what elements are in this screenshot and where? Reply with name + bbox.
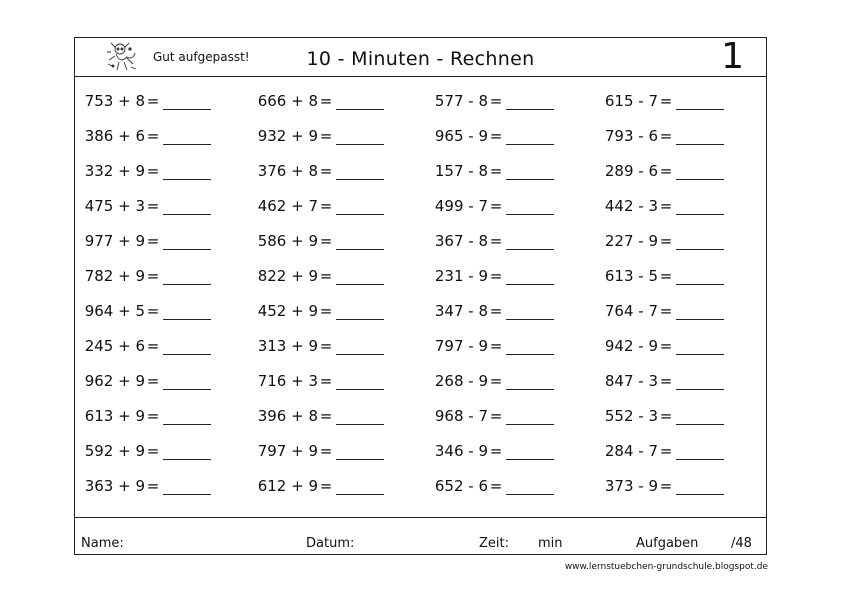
task-expression: 499 - 7 bbox=[434, 197, 488, 215]
task-expression: 613 + 9 bbox=[84, 407, 145, 425]
tasks-label: Aufgaben bbox=[636, 536, 699, 551]
sheet-number: 1 bbox=[721, 36, 744, 77]
equals-sign: = bbox=[146, 477, 160, 495]
answer-blank[interactable] bbox=[506, 269, 554, 285]
answer-blank[interactable] bbox=[336, 374, 384, 390]
task-item bbox=[75, 127, 211, 145]
answer-blank[interactable] bbox=[336, 304, 384, 320]
task-expression: 666 + 8 bbox=[257, 92, 318, 110]
equals-sign: = bbox=[659, 302, 673, 320]
header-subtitle: Gut aufgepasst! bbox=[153, 50, 250, 64]
equals-sign: = bbox=[146, 372, 160, 390]
task-expression: 347 - 8 bbox=[434, 302, 488, 320]
website-url: www.lernstuebchen-grundschule.blogspot.de bbox=[564, 562, 768, 572]
equals-sign: = bbox=[146, 337, 160, 355]
equals-sign: = bbox=[146, 197, 160, 215]
task-item bbox=[248, 232, 384, 250]
equals-sign: = bbox=[319, 477, 333, 495]
task-item bbox=[588, 197, 724, 215]
task-item bbox=[75, 267, 211, 285]
answer-blank[interactable] bbox=[676, 164, 724, 180]
answer-blank[interactable] bbox=[506, 199, 554, 215]
task-expression: 462 + 7 bbox=[257, 197, 318, 215]
task-expression: 552 - 3 bbox=[604, 407, 658, 425]
worksheet bbox=[74, 37, 767, 555]
equals-sign: = bbox=[659, 127, 673, 145]
task-item bbox=[418, 372, 554, 390]
task-item bbox=[75, 197, 211, 215]
equals-sign: = bbox=[319, 127, 333, 145]
answer-blank[interactable] bbox=[676, 94, 724, 110]
equals-sign: = bbox=[319, 232, 333, 250]
task-expression: 613 - 5 bbox=[604, 267, 658, 285]
task-expression: 268 - 9 bbox=[434, 372, 488, 390]
task-item bbox=[418, 337, 554, 355]
equals-sign: = bbox=[489, 302, 503, 320]
task-item bbox=[588, 477, 724, 495]
equals-sign: = bbox=[319, 442, 333, 460]
answer-blank[interactable] bbox=[676, 409, 724, 425]
answer-blank[interactable] bbox=[336, 164, 384, 180]
task-expression: 612 + 9 bbox=[257, 477, 318, 495]
task-expression: 977 + 9 bbox=[84, 232, 145, 250]
task-expression: 964 + 5 bbox=[84, 302, 145, 320]
task-item bbox=[588, 162, 724, 180]
equals-sign: = bbox=[146, 407, 160, 425]
answer-blank[interactable] bbox=[163, 304, 211, 320]
task-expression: 475 + 3 bbox=[84, 197, 145, 215]
task-expression: 942 - 9 bbox=[604, 337, 658, 355]
task-item bbox=[248, 302, 384, 320]
task-expression: 227 - 9 bbox=[604, 232, 658, 250]
task-item bbox=[75, 477, 211, 495]
task-item bbox=[588, 232, 724, 250]
answer-blank[interactable] bbox=[336, 234, 384, 250]
task-expression: 452 + 9 bbox=[257, 302, 318, 320]
page-title: 10 - Minuten - Rechnen bbox=[306, 48, 535, 70]
answer-blank[interactable] bbox=[506, 479, 554, 495]
answer-blank[interactable] bbox=[336, 129, 384, 145]
answer-blank[interactable] bbox=[163, 374, 211, 390]
task-item bbox=[418, 92, 554, 110]
task-item bbox=[75, 162, 211, 180]
task-expression: 231 - 9 bbox=[434, 267, 488, 285]
answer-blank[interactable] bbox=[163, 129, 211, 145]
task-item bbox=[75, 407, 211, 425]
task-expression: 363 + 9 bbox=[84, 477, 145, 495]
answer-blank[interactable] bbox=[163, 269, 211, 285]
equals-sign: = bbox=[489, 127, 503, 145]
task-item bbox=[248, 127, 384, 145]
task-expression: 313 + 9 bbox=[257, 337, 318, 355]
task-item bbox=[248, 407, 384, 425]
task-expression: 367 - 8 bbox=[434, 232, 488, 250]
answer-blank[interactable] bbox=[676, 374, 724, 390]
equals-sign: = bbox=[146, 267, 160, 285]
task-item bbox=[588, 267, 724, 285]
task-expression: 847 - 3 bbox=[604, 372, 658, 390]
task-item bbox=[588, 92, 724, 110]
task-expression: 245 + 6 bbox=[84, 337, 145, 355]
task-expression: 346 - 9 bbox=[434, 442, 488, 460]
task-expression: 932 + 9 bbox=[257, 127, 318, 145]
task-expression: 652 - 6 bbox=[434, 477, 488, 495]
task-item bbox=[588, 442, 724, 460]
answer-blank[interactable] bbox=[336, 444, 384, 460]
answer-blank[interactable] bbox=[163, 199, 211, 215]
equals-sign: = bbox=[319, 372, 333, 390]
task-expression: 289 - 6 bbox=[604, 162, 658, 180]
task-expression: 577 - 8 bbox=[434, 92, 488, 110]
answer-blank[interactable] bbox=[676, 234, 724, 250]
answer-blank[interactable] bbox=[506, 164, 554, 180]
task-expression: 753 + 8 bbox=[84, 92, 145, 110]
answer-blank[interactable] bbox=[506, 339, 554, 355]
task-expression: 615 - 7 bbox=[604, 92, 658, 110]
answer-blank[interactable] bbox=[336, 269, 384, 285]
answer-blank[interactable] bbox=[163, 164, 211, 180]
task-item bbox=[75, 302, 211, 320]
answer-blank[interactable] bbox=[163, 444, 211, 460]
equals-sign: = bbox=[659, 477, 673, 495]
answer-blank[interactable] bbox=[676, 129, 724, 145]
equals-sign: = bbox=[319, 302, 333, 320]
task-item bbox=[248, 477, 384, 495]
answer-blank[interactable] bbox=[676, 269, 724, 285]
task-expression: 442 - 3 bbox=[604, 197, 658, 215]
equals-sign: = bbox=[489, 162, 503, 180]
answer-blank[interactable] bbox=[163, 234, 211, 250]
worksheet-footer bbox=[75, 517, 766, 554]
answer-blank[interactable] bbox=[676, 479, 724, 495]
task-item bbox=[418, 442, 554, 460]
answer-blank[interactable] bbox=[506, 94, 554, 110]
equals-sign: = bbox=[146, 302, 160, 320]
answer-blank[interactable] bbox=[676, 199, 724, 215]
equals-sign: = bbox=[659, 197, 673, 215]
task-item bbox=[418, 232, 554, 250]
answer-blank[interactable] bbox=[163, 409, 211, 425]
equals-sign: = bbox=[489, 442, 503, 460]
task-expression: 386 + 6 bbox=[84, 127, 145, 145]
task-item bbox=[418, 197, 554, 215]
task-expression: 764 - 7 bbox=[604, 302, 658, 320]
answer-blank[interactable] bbox=[163, 479, 211, 495]
task-item bbox=[418, 407, 554, 425]
equals-sign: = bbox=[489, 477, 503, 495]
equals-sign: = bbox=[659, 337, 673, 355]
task-expression: 962 + 9 bbox=[84, 372, 145, 390]
task-expression: 586 + 9 bbox=[257, 232, 318, 250]
task-expression: 716 + 3 bbox=[257, 372, 318, 390]
task-expression: 284 - 7 bbox=[604, 442, 658, 460]
answer-blank[interactable] bbox=[336, 199, 384, 215]
equals-sign: = bbox=[659, 267, 673, 285]
date-label: Datum: bbox=[306, 536, 355, 551]
task-item bbox=[248, 162, 384, 180]
task-expression: 793 - 6 bbox=[604, 127, 658, 145]
answer-blank[interactable] bbox=[506, 374, 554, 390]
equals-sign: = bbox=[489, 337, 503, 355]
answer-blank[interactable] bbox=[506, 129, 554, 145]
name-label: Name: bbox=[81, 536, 124, 551]
answer-blank[interactable] bbox=[336, 339, 384, 355]
tasks-total: /48 bbox=[731, 536, 752, 551]
task-expression: 373 - 9 bbox=[604, 477, 658, 495]
answer-blank[interactable] bbox=[676, 304, 724, 320]
task-item bbox=[75, 372, 211, 390]
task-expression: 376 + 8 bbox=[257, 162, 318, 180]
answer-blank[interactable] bbox=[676, 339, 724, 355]
task-item bbox=[588, 407, 724, 425]
equals-sign: = bbox=[659, 92, 673, 110]
equals-sign: = bbox=[659, 162, 673, 180]
task-item bbox=[588, 372, 724, 390]
answer-blank[interactable] bbox=[506, 304, 554, 320]
task-item bbox=[75, 92, 211, 110]
task-expression: 782 + 9 bbox=[84, 267, 145, 285]
equals-sign: = bbox=[146, 127, 160, 145]
task-item bbox=[248, 372, 384, 390]
equals-sign: = bbox=[489, 197, 503, 215]
task-expression: 968 - 7 bbox=[434, 407, 488, 425]
answer-blank[interactable] bbox=[506, 444, 554, 460]
answer-blank[interactable] bbox=[506, 234, 554, 250]
task-expression: 157 - 8 bbox=[434, 162, 488, 180]
worksheet-header bbox=[75, 38, 766, 77]
task-item bbox=[248, 442, 384, 460]
answer-blank[interactable] bbox=[676, 444, 724, 460]
task-item bbox=[418, 477, 554, 495]
equals-sign: = bbox=[146, 232, 160, 250]
equals-sign: = bbox=[659, 372, 673, 390]
task-grid bbox=[75, 77, 766, 517]
equals-sign: = bbox=[659, 232, 673, 250]
equals-sign: = bbox=[319, 92, 333, 110]
equals-sign: = bbox=[489, 92, 503, 110]
task-expression: 396 + 8 bbox=[257, 407, 318, 425]
equals-sign: = bbox=[146, 162, 160, 180]
equals-sign: = bbox=[146, 92, 160, 110]
task-item bbox=[248, 267, 384, 285]
equals-sign: = bbox=[146, 442, 160, 460]
equals-sign: = bbox=[319, 267, 333, 285]
time-label: Zeit: bbox=[479, 536, 509, 551]
task-item bbox=[248, 92, 384, 110]
task-item bbox=[418, 162, 554, 180]
task-item bbox=[588, 127, 724, 145]
equals-sign: = bbox=[319, 197, 333, 215]
task-expression: 965 - 9 bbox=[434, 127, 488, 145]
task-item bbox=[248, 337, 384, 355]
task-item bbox=[588, 337, 724, 355]
equals-sign: = bbox=[659, 442, 673, 460]
equals-sign: = bbox=[489, 372, 503, 390]
task-item bbox=[75, 232, 211, 250]
task-item bbox=[418, 127, 554, 145]
equals-sign: = bbox=[489, 407, 503, 425]
task-item bbox=[418, 267, 554, 285]
equals-sign: = bbox=[319, 162, 333, 180]
answer-blank[interactable] bbox=[336, 409, 384, 425]
task-expression: 332 + 9 bbox=[84, 162, 145, 180]
answer-blank[interactable] bbox=[163, 339, 211, 355]
equals-sign: = bbox=[319, 407, 333, 425]
time-unit: min bbox=[538, 536, 563, 551]
task-item bbox=[588, 302, 724, 320]
answer-blank[interactable] bbox=[336, 479, 384, 495]
equals-sign: = bbox=[489, 232, 503, 250]
task-item bbox=[248, 197, 384, 215]
task-expression: 797 - 9 bbox=[434, 337, 488, 355]
answer-blank[interactable] bbox=[336, 94, 384, 110]
equals-sign: = bbox=[489, 267, 503, 285]
task-expression: 592 + 9 bbox=[84, 442, 145, 460]
answer-blank[interactable] bbox=[163, 94, 211, 110]
task-item bbox=[418, 302, 554, 320]
equals-sign: = bbox=[659, 407, 673, 425]
task-expression: 822 + 9 bbox=[257, 267, 318, 285]
task-item bbox=[75, 442, 211, 460]
task-expression: 797 + 9 bbox=[257, 442, 318, 460]
equals-sign: = bbox=[319, 337, 333, 355]
task-item bbox=[75, 337, 211, 355]
answer-blank[interactable] bbox=[506, 409, 554, 425]
